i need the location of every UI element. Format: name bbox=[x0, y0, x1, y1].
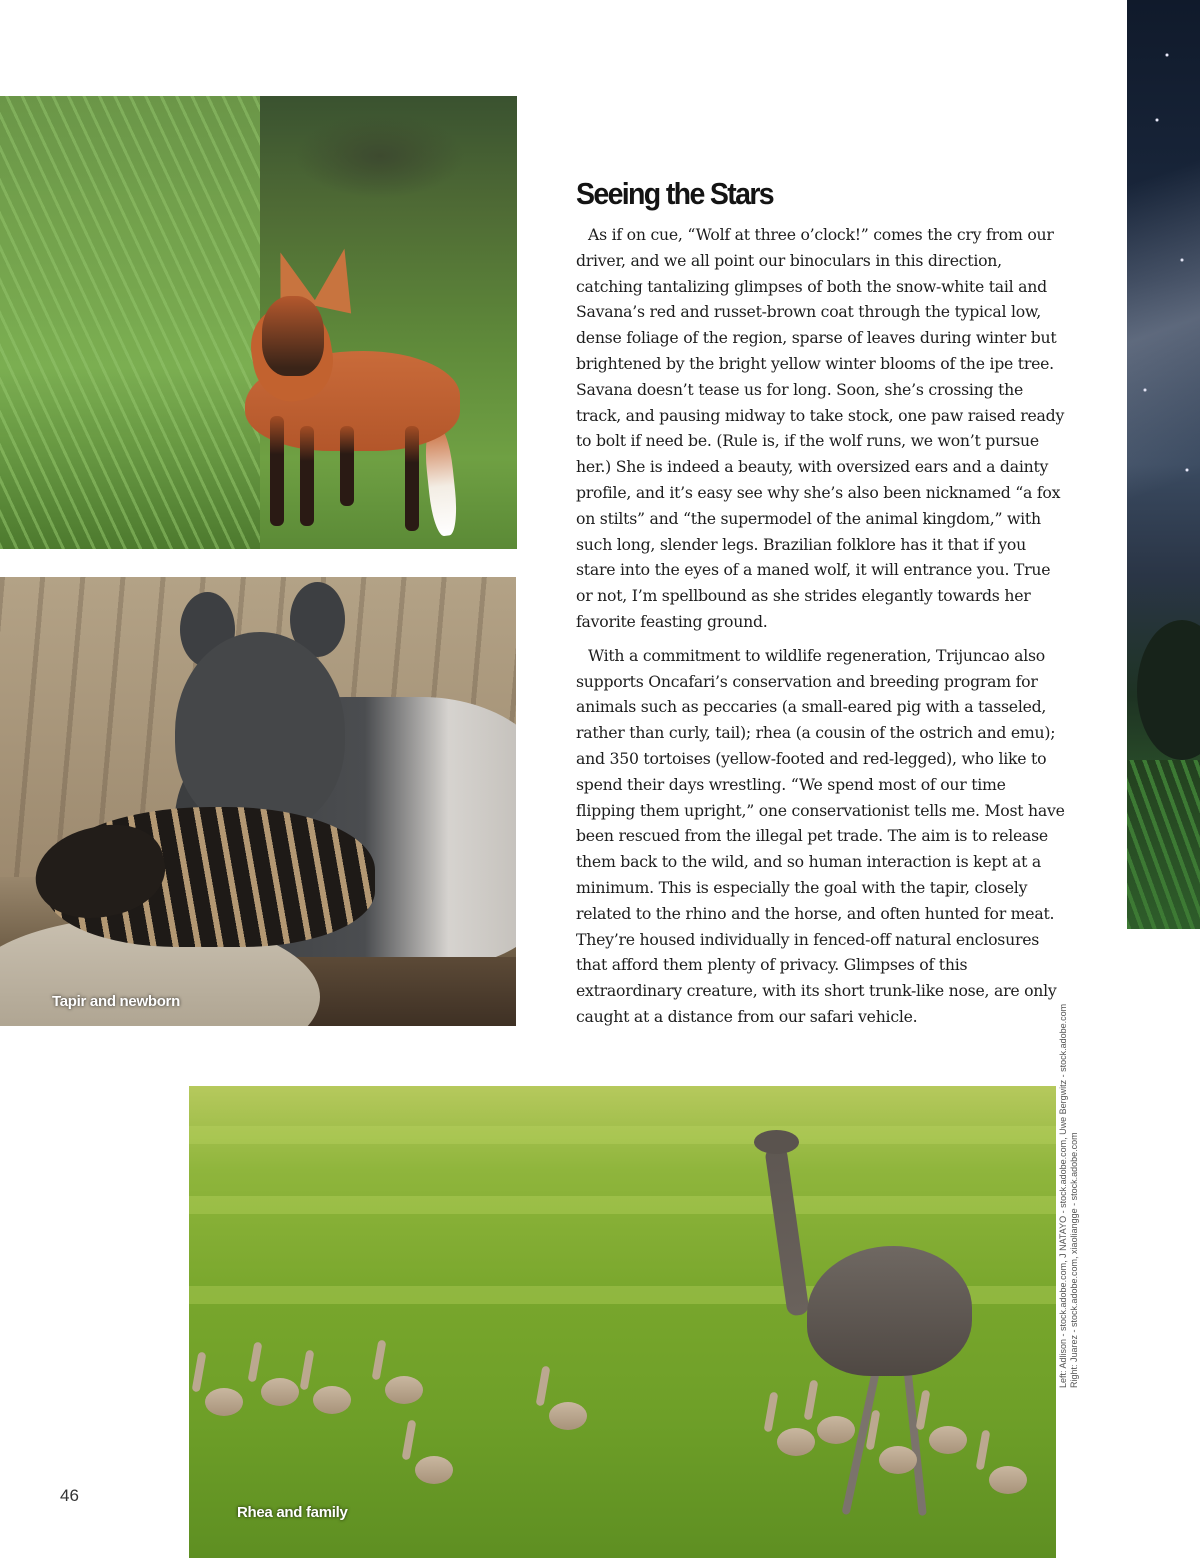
rhea-caption: Rhea and family bbox=[237, 1504, 348, 1521]
wolf-leg bbox=[405, 426, 419, 531]
grass-band bbox=[189, 1126, 1056, 1144]
tapir-mother-head bbox=[175, 632, 345, 832]
rhea-chick bbox=[929, 1426, 967, 1454]
wolf-leg bbox=[270, 416, 284, 526]
rhea-chick bbox=[261, 1378, 299, 1406]
rhea-body bbox=[807, 1246, 972, 1376]
grass-foliage bbox=[0, 96, 260, 549]
night-sky-photo bbox=[1127, 0, 1200, 929]
paragraph: As if on cue, “Wolf at three o’clock!” comes the cry from our driver, and we all point our binoculars in this direction, catching tantalizing glimpses of both the snow-white tail and Savana’s red and russet-brown coat through the typical low, dense foliage of the region, sparse of leaves during winter but brightened by the bright yellow winter blooms of the ipe tree. Savana doesn’t tease us for long. Soon, she’s crossing the track, and pausing midway to take stock, one paw raised ready to bolt if need be. (Rule is, if the wolf runs, we won’t pursue her.) She is indeed a beauty, with oversized ears and a dainty profile, and it’s easy see why she’s also been nicknamed “a fox on stilts” and “the supermodel of the animal kingdom,” with such long, slender legs. Brazilian folklore has it that if you stare into the eyes of a maned wolf, it will entrance you. True or not, I’m spellbound as she strides elegantly towards her favorite feasting ground. bbox=[576, 225, 1065, 631]
photo-credit bbox=[1058, 1003, 1080, 1388]
wolf-ear bbox=[312, 245, 364, 314]
palm-foliage bbox=[1127, 760, 1200, 929]
tapir-caption: Tapir and newborn bbox=[52, 993, 180, 1010]
rhea-chick bbox=[313, 1386, 351, 1414]
rhea-leg bbox=[903, 1366, 927, 1516]
maned-wolf-photo bbox=[0, 96, 517, 549]
rhea-chick bbox=[777, 1428, 815, 1456]
rhea-chick bbox=[415, 1456, 453, 1484]
rhea-head bbox=[754, 1130, 799, 1154]
paragraph: With a commitment to wildlife regeneration, Trijuncao also supports Oncafari’s conservation and breeding program for animals such as peccaries (a small-eared pig with a tasseled, rather than curly, tail); rhea (a cousin of the ostrich and emu); and 350 tortoises (yellow-footed and red-legged), who like to spend their days wrestling. “We spend most of our time flipping them upright,” one conservationist tells me. Most have been rescued from the illegal pet trade. The aim is to release them back to the wild, and so human interaction is kept at a minimum. This is especially the goal with the tapir, closely related to the rhino and the horse, and often hunted for meat. They’re housed individually in fenced-off natural enclosures that afford them plenty of privacy. Glimpses of this extraordinary creature, with its short trunk-like nose, are only caught at a distance from our safari vehicle. bbox=[576, 645, 1065, 1026]
milky-way bbox=[1127, 80, 1200, 580]
wolf-leg bbox=[340, 426, 354, 506]
wolf-leg bbox=[300, 426, 314, 526]
credit-line: Left: Adlison - stock.adobe.com, J NATAYO - stock.adobe.com, Uwe Bergwitz - stock.adobe.com bbox=[1058, 1003, 1068, 1388]
rhea-chick bbox=[817, 1416, 855, 1444]
rhea-chick bbox=[989, 1466, 1027, 1494]
page-number: 46 bbox=[60, 1486, 79, 1505]
rhea-chick bbox=[385, 1376, 423, 1404]
rhea-chick bbox=[879, 1446, 917, 1474]
grass-band bbox=[189, 1196, 1056, 1214]
credit-line: Right: Juarez - stock.adobe.com, xiaoliangge - stock.adobe.com bbox=[1069, 1132, 1079, 1388]
wolf-head bbox=[262, 296, 324, 376]
rhea-chick bbox=[205, 1388, 243, 1416]
tree-silhouette bbox=[1137, 620, 1200, 760]
tapir-photo bbox=[0, 577, 516, 1026]
rhea-chick bbox=[549, 1402, 587, 1430]
section-heading: Seeing the Stars bbox=[576, 176, 773, 211]
rhea-photo bbox=[189, 1086, 1056, 1558]
article bbox=[576, 170, 1066, 1038]
